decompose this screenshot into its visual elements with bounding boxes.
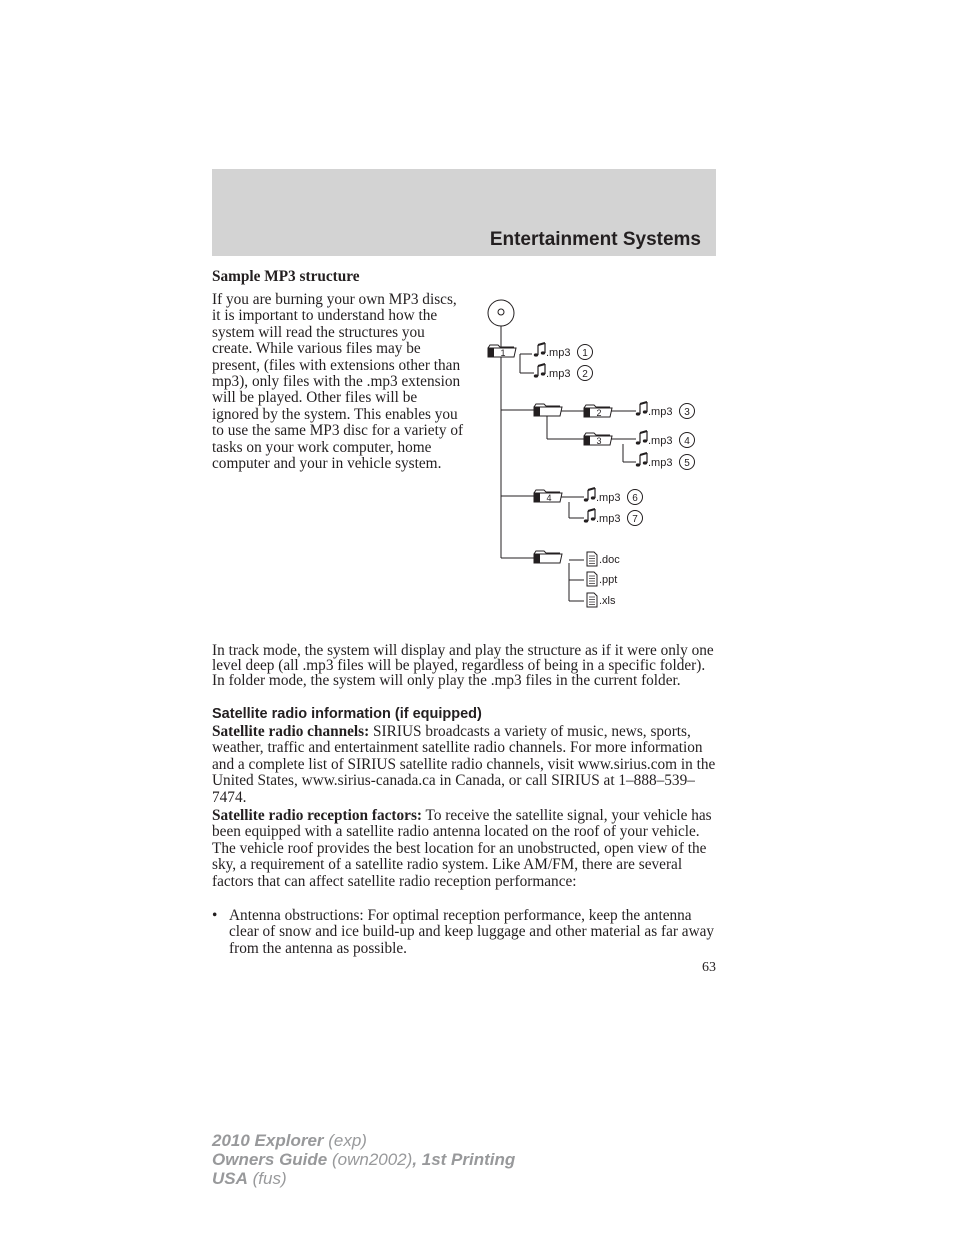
music-note-icon (636, 402, 647, 416)
mp3-file-item (636, 453, 695, 470)
document-icon (587, 593, 597, 607)
mp3-structure-diagram (480, 292, 720, 617)
section-header-band (212, 169, 716, 256)
mp3-file-item (636, 431, 695, 448)
footer-guide-code: (own2002) (327, 1150, 413, 1169)
footer-model-code: (exp) (323, 1131, 367, 1150)
folder-number: 1 (500, 348, 506, 358)
satellite-channels-label: Satellite radio channels: (212, 723, 370, 740)
bullet-symbol: • (212, 907, 218, 924)
mp3-file-item (584, 488, 643, 505)
music-note-icon (534, 364, 545, 378)
footer-model: 2010 Explorer (212, 1131, 324, 1150)
intro-paragraph: If you are burning your own MP3 discs, it is important to understand how the system will read the structures you create. While various files may be present, (files with extensions other than mp3), only files with the .mp3 extension will be played. Other files will be ignored by the system. This enables you to use the same MP3 disc for a variety of tasks on your work computer, home computer and your in vehicle system. (212, 291, 464, 473)
folder-2-icon (584, 405, 612, 418)
mp3-label: .mp3 (648, 406, 673, 418)
document-file-item (587, 593, 616, 607)
page-number: 63 (702, 960, 716, 975)
folder-3-icon (584, 433, 612, 446)
footer-print-info (212, 1131, 515, 1188)
folder-number: 4 (546, 493, 552, 503)
track-number: 3 (684, 407, 690, 418)
track-mode-paragraph: In track mode, the system will display and play the structure as if it were only one level deep (all .mp3 files will be played, regardless of being in a specific folder). In folder mode, the system will only play the .mp3 files in the current folder. (212, 642, 714, 690)
mp3-label: .mp3 (596, 492, 621, 504)
mp3-file-item (534, 364, 593, 381)
document-file-item (587, 572, 617, 586)
mp3-file-item (584, 509, 643, 526)
file-extension-label: .ppt (599, 574, 618, 586)
track-number: 2 (582, 369, 588, 380)
track-number: 1 (582, 348, 588, 359)
mp3-label: .mp3 (648, 457, 673, 469)
satellite-reception-paragraph (212, 808, 718, 890)
footer-printing: , 1st Printing (412, 1150, 516, 1169)
footer-guide: Owners Guide (212, 1150, 328, 1169)
track-number: 7 (632, 514, 638, 525)
folder-number: 2 (596, 408, 602, 418)
music-note-icon (636, 431, 647, 445)
folder-parent-icon (534, 404, 562, 416)
folder-4-icon (534, 490, 562, 503)
footer-region: USA (212, 1169, 248, 1188)
music-note-icon (534, 343, 545, 357)
sample-mp3-heading: Sample MP3 structure (212, 268, 360, 285)
satellite-radio-heading: Satellite radio information (if equipped) (212, 706, 482, 722)
mp3-file-item (534, 343, 593, 360)
mp3-label: .mp3 (546, 368, 571, 380)
music-note-icon (636, 453, 647, 467)
mp3-label: .mp3 (648, 435, 673, 447)
track-number: 4 (684, 436, 690, 447)
mp3-file-item (636, 402, 695, 419)
music-note-icon (584, 509, 595, 523)
footer-region-code: (fus) (247, 1169, 287, 1188)
disc-icon (488, 300, 514, 326)
section-title: Entertainment Systems (489, 229, 701, 250)
file-extension-label: .doc (599, 554, 620, 566)
track-number: 6 (632, 493, 638, 504)
folder-1-icon (488, 345, 516, 358)
document-file-item (587, 552, 620, 566)
satellite-reception-text: To receive the satellite signal, your vehicle has been equipped with a satellite radio antenna located on the roof of your vehicle. The vehicle roof provides the best location for an unobstructed, open view of the sky, a requirement of a satellite radio system. Like AM/FM, there are several factors that can affect satellite radio reception performance: (212, 807, 712, 890)
folder-number: 3 (596, 436, 602, 446)
satellite-channels-text: SIRIUS broadcasts a variety of music, news, sports, weather, traffic and entertainment satellite radio channels. For more information and a complete list of SIRIUS satellite radio channels, visit www.sirius.com in the United States, www.sirius-canada.ca in Canada, or call SIRIUS at 1–888–539–7474. (212, 723, 716, 806)
mp3-label: .mp3 (596, 513, 621, 525)
bullet-text: Antenna obstructions: For optimal reception performance, keep the antenna clear of snow and ice build-up and keep luggage and other material as far away from the antenna as possible. (229, 907, 715, 957)
satellite-channels-paragraph (212, 724, 718, 806)
track-number: 5 (684, 458, 690, 469)
satellite-reception-label: Satellite radio reception factors: (212, 807, 422, 824)
folder-other-files-icon (534, 551, 562, 563)
document-icon (587, 552, 597, 566)
mp3-label: .mp3 (546, 347, 571, 359)
file-extension-label: .xls (599, 595, 616, 607)
document-icon (587, 572, 597, 586)
music-note-icon (584, 488, 595, 502)
